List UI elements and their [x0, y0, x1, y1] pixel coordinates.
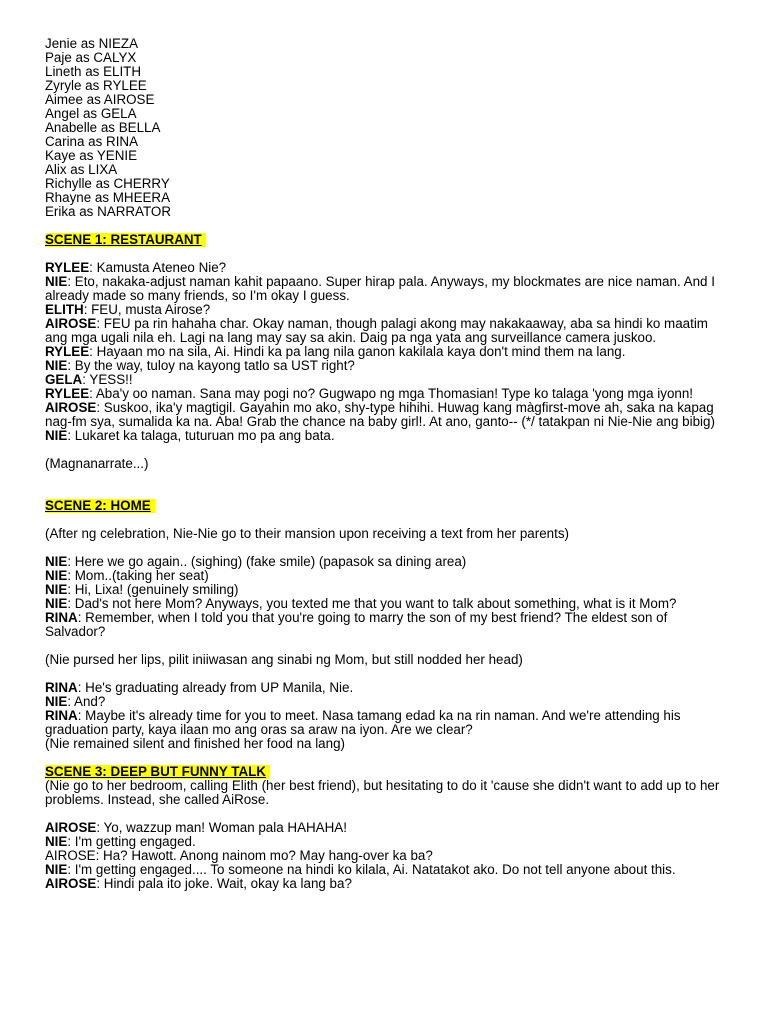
- speaker-name: AIROSE: [45, 400, 97, 415]
- dialogue-line: [45, 863, 730, 877]
- dialogue-line: [45, 261, 730, 275]
- scene-heading: SCENE 1: RESTAURANT: [45, 233, 206, 247]
- dialogue-text: : Kamusta Ateneo Nie?: [89, 260, 227, 275]
- speaker-name: GELA: [45, 372, 83, 387]
- dialogue-line: [45, 695, 730, 709]
- dialogue-text: : Maybe it's already time for you to meet. Nasa tamang edad ka na rin naman. And we're attending his graduation party, kaya ilaan mo ang oras sa araw na iyon. Are we clear?: [45, 708, 681, 737]
- dialogue-line: [45, 709, 730, 737]
- spacer: [45, 541, 730, 555]
- cast-entry: Aimee as AIROSE: [45, 92, 155, 107]
- dialogue-text: : Yo, wazzup man! Woman pala HAHAHA!: [96, 820, 347, 835]
- scene-heading: SCENE 2: HOME: [45, 499, 155, 513]
- speaker-name: RINA: [45, 610, 78, 625]
- speaker-name: NIE: [45, 358, 68, 373]
- cast-entry: Kaye as YENIE: [45, 148, 138, 163]
- scene-1: [45, 233, 730, 471]
- dialogue-line: [45, 429, 730, 443]
- speaker-name: RYLEE: [45, 344, 90, 359]
- speaker-name: NIE: [45, 596, 68, 611]
- dialogue-text: AIROSE: Ha? Hawott. Anong nainom mo? May hang-over ka ba?: [45, 848, 433, 863]
- dialogue-text: : Aba'y oo naman. Sana may pogi no? Gugwapo ng mga Thomasian! Type ko talaga 'yong mga iyonn!: [89, 386, 694, 401]
- dialogue-text: : Hayaan mo na sila, Ai. Hindi ka pa lang nila ganon kakilala kaya don't mind them na lang.: [89, 344, 626, 359]
- cast-entry: Alix as LIXA: [45, 162, 118, 177]
- speaker-name: RYLEE: [45, 260, 90, 275]
- dialogue-line: [45, 569, 730, 583]
- dialogue-text: : Remember, when I told you that you're going to marry the son of my best friend? The eldest son of Salvador?: [45, 610, 668, 639]
- speaker-name: NIE: [45, 694, 68, 709]
- stage-direction: (Nie pursed her lips, pilit iniiwasan ang sinabi ng Mom, but still nodded her head): [45, 652, 523, 667]
- dialogue-text: : Suskoo, ika'y magtigil. Gayahin mo ako, shy-type hihihi. Huwag kang màgfirst-move ah, saka na kapag nag-fm sya, sumalida ka na. Aba! Grab the chance na baby girl!. At ano, ganto-- (*/ tatakpan ni Nie-Nie ang bibig): [45, 400, 715, 429]
- dialogue-text: : And?: [67, 694, 106, 709]
- dialogue-line: [45, 373, 730, 387]
- script-page: [45, 37, 730, 891]
- dialogue-text: : I'm getting engaged.: [67, 834, 196, 849]
- dialogue-text: : FEU pa rin hahaha char. Okay naman, though palagi akong may nakakaaway, aba sa hindi ko maatim ang mga ugali nila eh. Lagi na lang may say sa akin. Daig pa nga yata ang surveillance camera juskoo.: [45, 316, 708, 345]
- cast-entry: Paje as CALYX: [45, 50, 137, 65]
- speaker-name: RINA: [45, 708, 78, 723]
- stage-direction: (Nie remained silent and finished her food na lang): [45, 736, 345, 751]
- speaker-name: AIROSE: [45, 820, 97, 835]
- dialogue-text: : Hi, Lixa! (genuinely smiling): [67, 582, 239, 597]
- spacer: [45, 639, 730, 653]
- cast-entry: Carina as RINA: [45, 134, 139, 149]
- spacer: [45, 219, 730, 233]
- speaker-name: NIE: [45, 554, 68, 569]
- dialogue-text: : Hindi pala ito joke. Wait, okay ka lang ba?: [96, 876, 352, 891]
- cast-entry: Lineth as ELITH: [45, 64, 142, 79]
- dialogue-line: [45, 597, 730, 611]
- cast-entry: Anabelle as BELLA: [45, 120, 161, 135]
- spacer: [45, 807, 730, 821]
- cast-entry: Jenie as NIEZA: [45, 36, 139, 51]
- dialogue-line: [45, 345, 730, 359]
- dialogue-line: [45, 555, 730, 569]
- cast-entry: Zyryle as RYLEE: [45, 78, 147, 93]
- speaker-name: NIE: [45, 582, 68, 597]
- dialogue-line: [45, 401, 730, 429]
- dialogue-text: : Lukaret ka talaga, tuturuan mo pa ang bata.: [67, 428, 335, 443]
- cast-entry: Angel as GELA: [45, 106, 137, 121]
- speaker-name: RYLEE: [45, 386, 90, 401]
- speaker-name: NIE: [45, 428, 68, 443]
- dialogue-line: [45, 303, 730, 317]
- dialogue-line: [45, 611, 730, 639]
- dialogue-line: [45, 317, 730, 345]
- narration-note: (Magnanarrate...): [45, 456, 149, 471]
- spacer: [45, 751, 730, 765]
- dialogue-line: [45, 877, 730, 891]
- speaker-name: NIE: [45, 862, 68, 877]
- speaker-name: NIE: [45, 274, 68, 289]
- dialogue-text: : I'm getting engaged.... To someone na hindi ko kilala, Ai. Natatakot ako. Do not tell anyone about this.: [67, 862, 676, 877]
- speaker-name: AIROSE: [45, 316, 97, 331]
- scene-2: [45, 499, 730, 751]
- dialogue-line: [45, 681, 730, 695]
- dialogue-text: : YESS!!: [82, 372, 133, 387]
- dialogue-text: : By the way, tuloy na kayong tatlo sa UST right?: [67, 358, 355, 373]
- dialogue-text: : Mom..(taking her seat): [67, 568, 209, 583]
- dialogue-line: [45, 359, 730, 373]
- scene-heading: SCENE 3: DEEP BUT FUNNY TALK: [45, 765, 270, 779]
- dialogue-text: : FEU, musta Airose?: [83, 302, 211, 317]
- dialogue-text: : Here we go again.. (sighing) (fake smile) (papasok sa dining area): [67, 554, 467, 569]
- dialogue-line: [45, 387, 730, 401]
- cast-entry: Rhayne as MHEERA: [45, 190, 171, 205]
- speaker-name: NIE: [45, 568, 68, 583]
- spacer: [45, 247, 730, 261]
- scene-3: [45, 765, 730, 891]
- speaker-name: ELITH: [45, 302, 84, 317]
- cast-entry: Erika as NARRATOR: [45, 204, 171, 219]
- spacer: [45, 471, 730, 499]
- spacer: [45, 513, 730, 527]
- dialogue-line: [45, 821, 730, 835]
- speaker-name: AIROSE: [45, 876, 97, 891]
- dialogue-line: [45, 849, 730, 863]
- spacer: [45, 443, 730, 457]
- stage-direction: (After ng celebration, Nie-Nie go to their mansion upon receiving a text from her parents): [45, 526, 569, 541]
- dialogue-line: [45, 275, 730, 303]
- cast-entry: Richylle as CHERRY: [45, 176, 170, 191]
- spacer: [45, 667, 730, 681]
- speaker-name: NIE: [45, 834, 68, 849]
- dialogue-text: : He's graduating already from UP Manila, Nie.: [77, 680, 354, 695]
- dialogue-text: : Dad's not here Mom? Anyways, you texted me that you want to talk about something, what is it Mom?: [67, 596, 677, 611]
- speaker-name: RINA: [45, 680, 78, 695]
- cast-list: [45, 37, 730, 219]
- dialogue-line: [45, 583, 730, 597]
- dialogue-text: : Eto, nakaka-adjust naman kahit papaano. Super hirap pala. Anyways, my blockmates are nice naman. And I already made so many friends, so I'm okay I guess.: [45, 274, 715, 303]
- dialogue-line: [45, 835, 730, 849]
- stage-direction: (Nie go to her bedroom, calling Elith (her best friend), but hesitating to do it 'cause she didn't want to add up to her problems. Instead, she called AiRose.: [45, 778, 720, 807]
